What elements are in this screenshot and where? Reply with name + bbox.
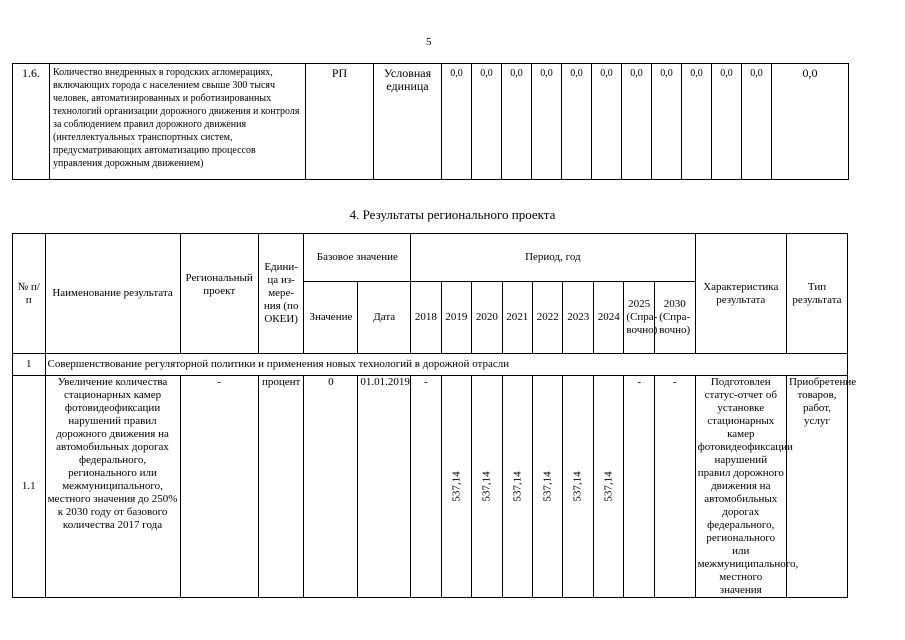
base-value: 0 [304, 376, 358, 598]
header-date: Дата [358, 282, 411, 354]
value-text: 537,14 [450, 471, 463, 502]
header-base: Базовое значение [304, 234, 411, 282]
header-year-2025: 2025 (Спра-вочно) [624, 282, 654, 354]
header-type: Тип результата [786, 234, 847, 354]
base-date: 01.01.2019 [358, 376, 411, 598]
result-regional: - [180, 376, 258, 598]
value-cell [563, 376, 593, 598]
indicator-level: РП [306, 64, 374, 180]
value-cell [472, 376, 502, 598]
header-value: Значение [304, 282, 358, 354]
header-characteristic: Характеристика результата [695, 234, 786, 354]
header-name: Наименование результата [45, 234, 180, 354]
value-cell: 0,0 [652, 64, 682, 180]
header-num: № п/п [13, 234, 46, 354]
value-text: 537,14 [541, 471, 554, 502]
value-cell [533, 376, 563, 598]
result-name: Увеличение количества стационарных камер фотовидеофиксации нарушений правил дорожного движения на автомобильных дорогах федерального, регионального или межмуниципального, местного значения до 250% к 2030 году от базового количества 2017 года [45, 376, 180, 598]
value-cell: 0,0 [532, 64, 562, 180]
indicator-table [12, 63, 849, 180]
indicator-description: Количество внедренных в городских агломерациях, включающих города с населением свыше 300 тысяч человек, автоматизированных и роботизированных технологий организации дорожного движения и контроля за соблюдением правил дорожного движения (интеллектуальных транспортных систем, предусматривающих автоматизацию процессов управления дорожным движением) [50, 64, 306, 180]
header-unit: Едини-ца из-мере-ния (по ОКЕИ) [258, 234, 304, 354]
value-cell [593, 376, 623, 598]
value-cell: 0,0 [742, 64, 772, 180]
header-year-2030: 2030 (Спра-вочно) [654, 282, 695, 354]
header-regional: Региональный проект [180, 234, 258, 354]
table-row [13, 376, 848, 598]
header-period: Период, год [411, 234, 695, 282]
result-characteristic: Подготовлен статус-отчет об установке стационарных камер фотовидеофиксации нарушений правил дорожного движения на автомобильных дорогах федерального, регионального или межмуниципального, местного значения [695, 376, 786, 598]
value-cell [502, 376, 532, 598]
results-table [12, 233, 857, 598]
table-row [13, 64, 849, 180]
indicator-unit: Условная единица [374, 64, 442, 180]
header-year: 2018 [411, 282, 441, 354]
page-number: 5 [426, 36, 432, 48]
value-cell: 0,0 [472, 64, 502, 180]
value-2025: - [624, 376, 654, 598]
result-unit: процент [258, 376, 304, 598]
value-text: 537,14 [480, 471, 493, 502]
row-number: 1.1 [13, 376, 46, 598]
header-year: 2022 [533, 282, 563, 354]
group-number: 1 [13, 354, 46, 376]
header-year: 2024 [593, 282, 623, 354]
value-cell: 0,0 [562, 64, 592, 180]
header-year: 2021 [502, 282, 532, 354]
header-year: 2023 [563, 282, 593, 354]
row-number: 1.6. [13, 64, 50, 180]
value-cell: 0,0 [622, 64, 652, 180]
value-cell: 0,0 [592, 64, 622, 180]
group-title: Совершенствование регуляторной политики и применения новых технологий в дорожной отрасли [45, 354, 848, 376]
value-cell: 0,0 [682, 64, 712, 180]
value-cell [441, 376, 471, 598]
value-cell: 0,0 [502, 64, 532, 180]
group-row [13, 354, 848, 376]
value-2030: - [654, 376, 695, 598]
value-cell: 0,0 [442, 64, 472, 180]
result-type: Приобретение товаров, работ, услуг [786, 376, 847, 598]
header-row [13, 234, 848, 282]
value-text: 537,14 [572, 471, 585, 502]
total-cell: 0,0 [772, 64, 849, 180]
header-year: 2019 [441, 282, 471, 354]
value-text: 537,14 [602, 471, 615, 502]
section-title: 4. Результаты регионального проекта [349, 207, 556, 222]
value-cell: 0,0 [712, 64, 742, 180]
header-year: 2020 [472, 282, 502, 354]
value-text: 537,14 [511, 471, 524, 502]
value-2018: - [411, 376, 441, 598]
